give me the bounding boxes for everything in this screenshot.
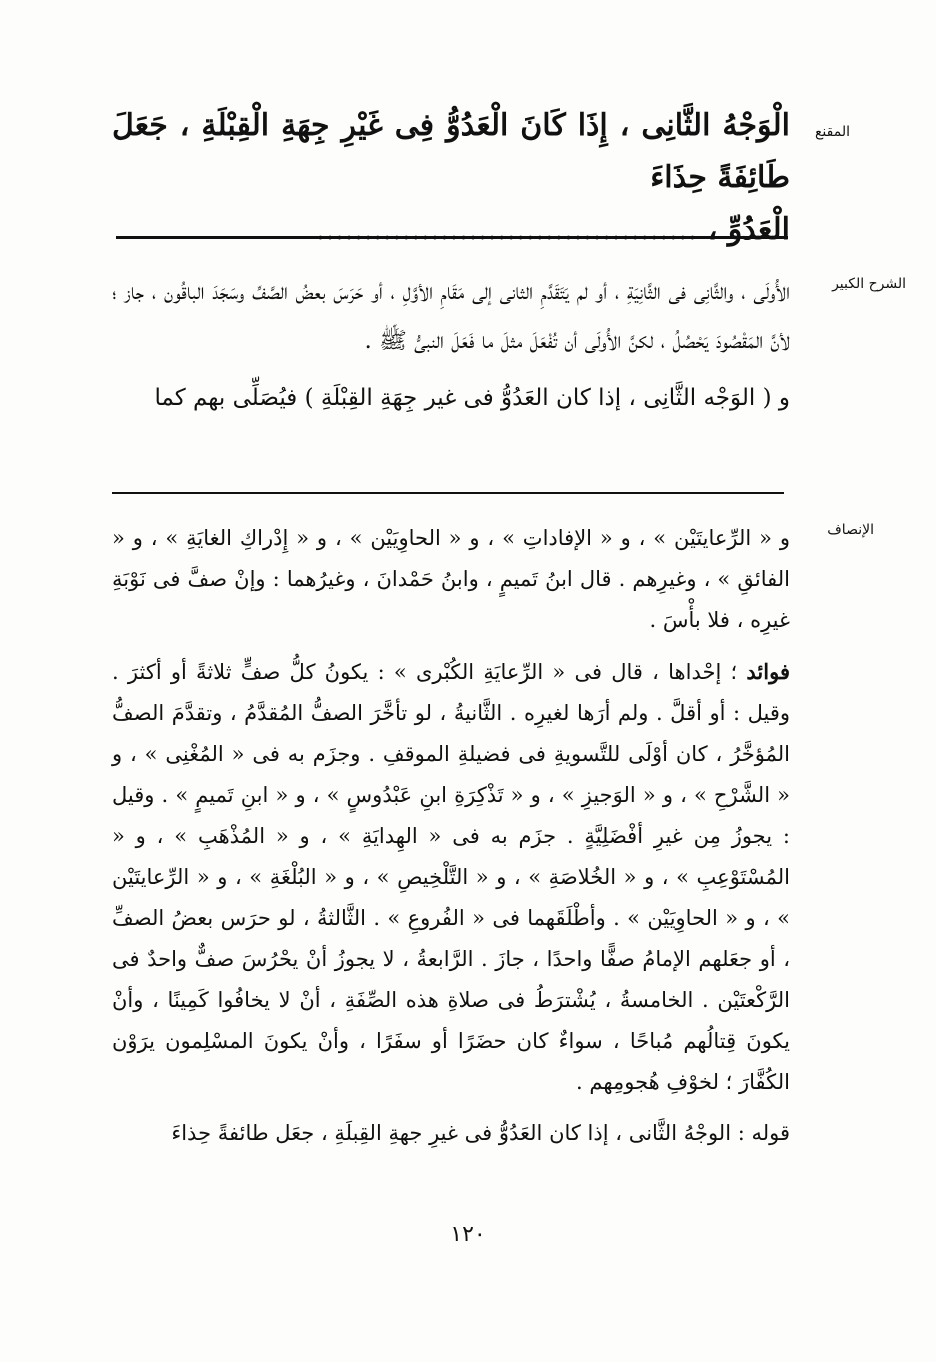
insaf-paragraph-1: و « الرِّعايتَيْن » ، و « الإفاداتِ » ، و « الحاوِيَيْن » ، و « إِدْراكِ الغايَةِ » ، و « الفائقِ » ، وغيرِهم . قال ابنُ تَميمٍ ، وابنُ حَمْدانَ ، وغيرُهما : وإنْ صفَّ فى نَوْبَةِ غيرِه ، فلا بأْسَ . (112, 526, 790, 632)
ellipsis-dots: ........................................ (315, 212, 698, 247)
muqni-label: المقنع (814, 124, 850, 140)
section-divider-1 (116, 236, 788, 239)
insaf-text (112, 518, 790, 1154)
muqni-line-2 (112, 204, 790, 256)
sharh-paragraph-1: الأُولَى ، والثَّانِى فى الثَّانِيَةِ ، أو لم يَتَقَدَّمِ الثانى إلى مَقَامِ الأوَّلِ ، أو حَرَسَ بعضُ الصَّفِّ وسَجَدَ الباقُون ، جاز ؛ لأنَّ المَقْصُودَ يَحْصُلُ ، لكنَّ الأُولَى أن تُفْعَلَ مثلَ ما فَعَلَ النبىُّ ﷺ . (112, 279, 790, 354)
muqni-text (112, 100, 790, 256)
sharh-paragraph-2: و ( الوَجْه الثَّانِى ، إذا كان العَدُوُّ فى غير جِهَةِ القِبْلَةِ ) فيُصَلِّى بهم كما (154, 385, 790, 411)
fawaid-text: ؛ إحْداها ، قال فى « الرِّعايَةِ الكُبْرى » : يكونُ كلُّ صفٍّ ثلاثةً أو أكثرَ . وقيل : أو أقلَّ . ولم أرَها لغيرِه . الثَّانيةُ ، لو تأخَّرَ الصفُّ المُقدَّمُ ، وتقدَّمَ الصفُّ المُؤخَّرُ ، كان أوْلَى للتَّسويةِ فى فضيلةِ الموقفِ . وجزَم به فى « المُغْنِى » ، و « الشَّرْحِ » ، و « الوَجيزِ » ، و « تَذْكِرَةِ ابنِ عَبْدُوسٍ » ، و « ابنِ تَميمٍ » . وقيل : يجوزُ مِن غيرِ أفْضَلِيَّةٍ . جزَم به فى « الهِدايَةِ » ، و « المُذْهَبِ » ، و « المُسْتَوْعِبِ » ، و « الخُلاصَةِ » ، و « التَّلْخِيصِ » ، و « البُلْغَةِ » ، و « الرِّعايتَيْن » ، و « الحاوِيَيْن » . وأطْلَقَهما فى « الفُروعِ » . الثَّالثةُ ، لو حرَس بعضُ الصفِّ ، أو جعَلهم الإمامُ صفًّا واحدًا ، جازَ . الرَّابعةُ ، لا يجوزُ أنْ يحْرُسَ صفٌّ واحدٌ فى الرَّكْعتَيْن . الخامسةُ ، يُشْترَطُ فى صلاةِ هذه الصِّفَةِ ، أنْ لا يخافُوا كَمِينًا ، وأنْ يكونَ قِتالُهم مُباحًا ، سواءٌ كان حضَرًا أو سفَرًا ، وأنْ يكونَ المسْلِمون يرَوْن الكُفَّارَ ؛ لخوْفِ هُجومِهم . (112, 660, 790, 1094)
section-divider-2 (112, 492, 784, 494)
muqni-line-1: الْوَجْهُ الثَّانِى ، إِذَا كَانَ الْعَدُوُّ فِى غَيْرِ جِهَةِ الْقِبْلَةِ ، جَعَلَ طَائِفَةً حِذَاءَ (112, 108, 790, 195)
sharh-label: الشرح الكبير (832, 276, 906, 292)
sharh-text (112, 268, 790, 423)
insaf-paragraph-2 (112, 651, 790, 1103)
page-number: ١٢٠ (450, 1222, 486, 1247)
muqni-line-2-text: الْعَدُوِّ ، (707, 212, 790, 247)
insaf-paragraph-3: قوله : الوجْهُ الثَّانى ، إذا كان العَدُوُّ فى غيرِ جهةِ القِبلَةِ ، جعَل طائفةً حِذاءَ (171, 1121, 790, 1145)
fawaid-heading: فوائد (746, 659, 790, 684)
insaf-label: الإنصاف (827, 522, 874, 538)
